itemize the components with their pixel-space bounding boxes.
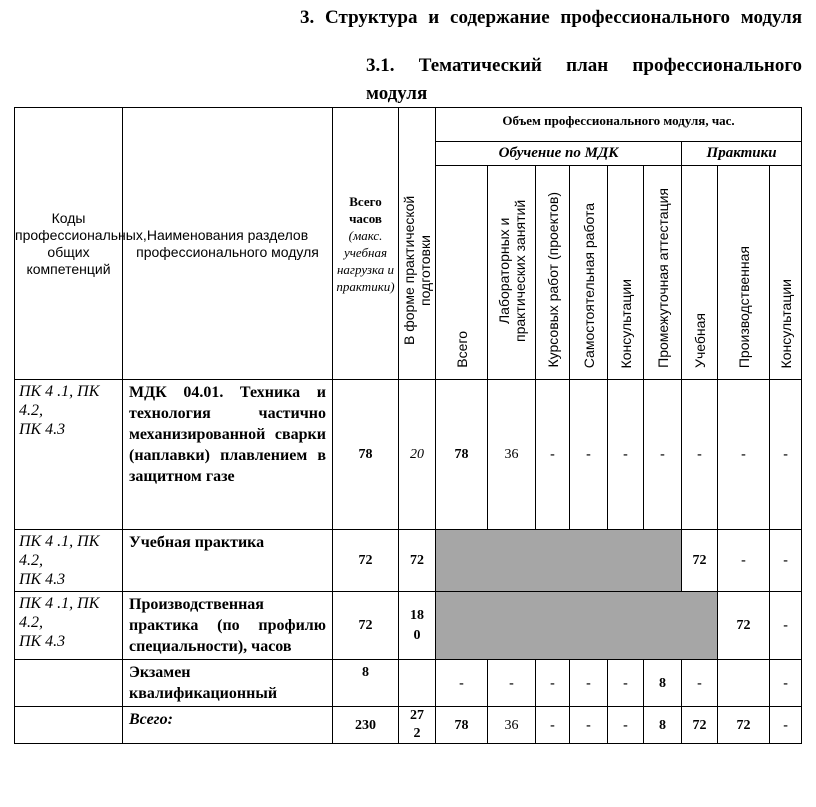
row-practical: 72 (399, 530, 436, 592)
row-name: Экзамен квалификационный (123, 660, 333, 707)
table-row (15, 380, 802, 530)
row-educational: 72 (682, 707, 718, 744)
row-course: - (536, 660, 570, 707)
shaded-cells (436, 530, 682, 592)
header-consult2: Консультации (770, 166, 802, 380)
row-consult: - (608, 380, 644, 530)
row-interim: 8 (644, 707, 682, 744)
shaded-cells (436, 592, 718, 660)
row-labs: - (488, 660, 536, 707)
header-consult: Консультации (608, 166, 644, 380)
table-row (15, 660, 802, 707)
row-industrial: - (718, 380, 770, 530)
row-name: Всего: (123, 707, 333, 744)
row-interim: - (644, 380, 682, 530)
header-interim: Промежуточная аттестация (644, 166, 682, 380)
row-industrial: - (718, 530, 770, 592)
row-consult2: - (770, 707, 802, 744)
header-total (333, 108, 399, 380)
row-codes: ПК 4 .1, ПК 4.2, ПК 4.3 (15, 530, 123, 592)
row-practical: 20 (399, 380, 436, 530)
row-self: - (570, 660, 608, 707)
thematic-plan-table (14, 107, 802, 744)
header-course: Курсовых работ (проектов) (536, 166, 570, 380)
row-codes: ПК 4 .1, ПК 4.2, ПК 4.3 (15, 592, 123, 660)
header-total-bold: Всего часов (349, 193, 382, 226)
row-codes (15, 707, 123, 744)
row-consult2: - (770, 380, 802, 530)
row-total: 72 (333, 592, 399, 660)
header-all: Всего (436, 166, 488, 380)
header-codes: Коды профессиональных, общих компетенций (15, 108, 123, 380)
row-total: 78 (333, 380, 399, 530)
row-educational: 72 (682, 530, 718, 592)
row-interim: 8 (644, 660, 682, 707)
row-all: 78 (436, 380, 488, 530)
header-educational: Учебная (682, 166, 718, 380)
row-consult2: - (770, 530, 802, 592)
row-educational: - (682, 660, 718, 707)
row-course: - (536, 380, 570, 530)
header-training: Обучение по МДК (436, 142, 682, 166)
row-total: 8 (333, 660, 399, 707)
header-practice: Практики (682, 142, 802, 166)
row-educational: - (682, 380, 718, 530)
table-row (15, 592, 802, 660)
table-row (15, 530, 802, 592)
header-labs: Лабораторных и практических занятий (488, 166, 536, 380)
row-total: 230 (333, 707, 399, 744)
row-consult: - (608, 660, 644, 707)
row-all: - (436, 660, 488, 707)
header-practical-form (399, 108, 436, 380)
row-consult2: - (770, 592, 802, 660)
row-name: Учебная практика (123, 530, 333, 592)
row-practical: 180 (399, 592, 436, 660)
row-consult2: - (770, 660, 802, 707)
header-volume: Объем профессионального модуля, час. (436, 108, 802, 142)
row-labs: 36 (488, 380, 536, 530)
header-names: Наименования разделов профессионального модуля (123, 108, 333, 380)
header-practical-form-text: В форме практической подготовки (401, 195, 433, 346)
row-industrial: 72 (718, 707, 770, 744)
row-practical: 272 (399, 707, 436, 744)
row-self: - (570, 380, 608, 530)
row-labs: 36 (488, 707, 536, 744)
row-name: Производственная практика (по профилю специальности), часов (123, 592, 333, 660)
subsection-heading-text: 3.1. Тематический план профессионального модуля (366, 55, 802, 104)
row-total: 72 (333, 530, 399, 592)
table-row (15, 707, 802, 744)
section-heading-text: 3. Структура и содержание профессионального модуля (300, 7, 802, 28)
row-industrial (718, 660, 770, 707)
row-all: 78 (436, 707, 488, 744)
row-codes (15, 660, 123, 707)
header-total-italic: (макс. учебная нагрузка и практики) (336, 227, 395, 294)
section-heading (12, 4, 802, 32)
row-practical (399, 660, 436, 707)
row-course: - (536, 707, 570, 744)
row-codes: ПК 4 .1, ПК 4.2, ПК 4.3 (15, 380, 123, 530)
row-industrial: 72 (718, 592, 770, 660)
row-self: - (570, 707, 608, 744)
row-consult: - (608, 707, 644, 744)
header-self: Самостоятельная работа (570, 166, 608, 380)
subsection-heading (12, 52, 802, 108)
header-industrial: Производственная (718, 166, 770, 380)
row-name: МДК 04.01. Техника и технология частично механизированной сварки (наплавки) плавлением в защитном газе (123, 380, 333, 530)
